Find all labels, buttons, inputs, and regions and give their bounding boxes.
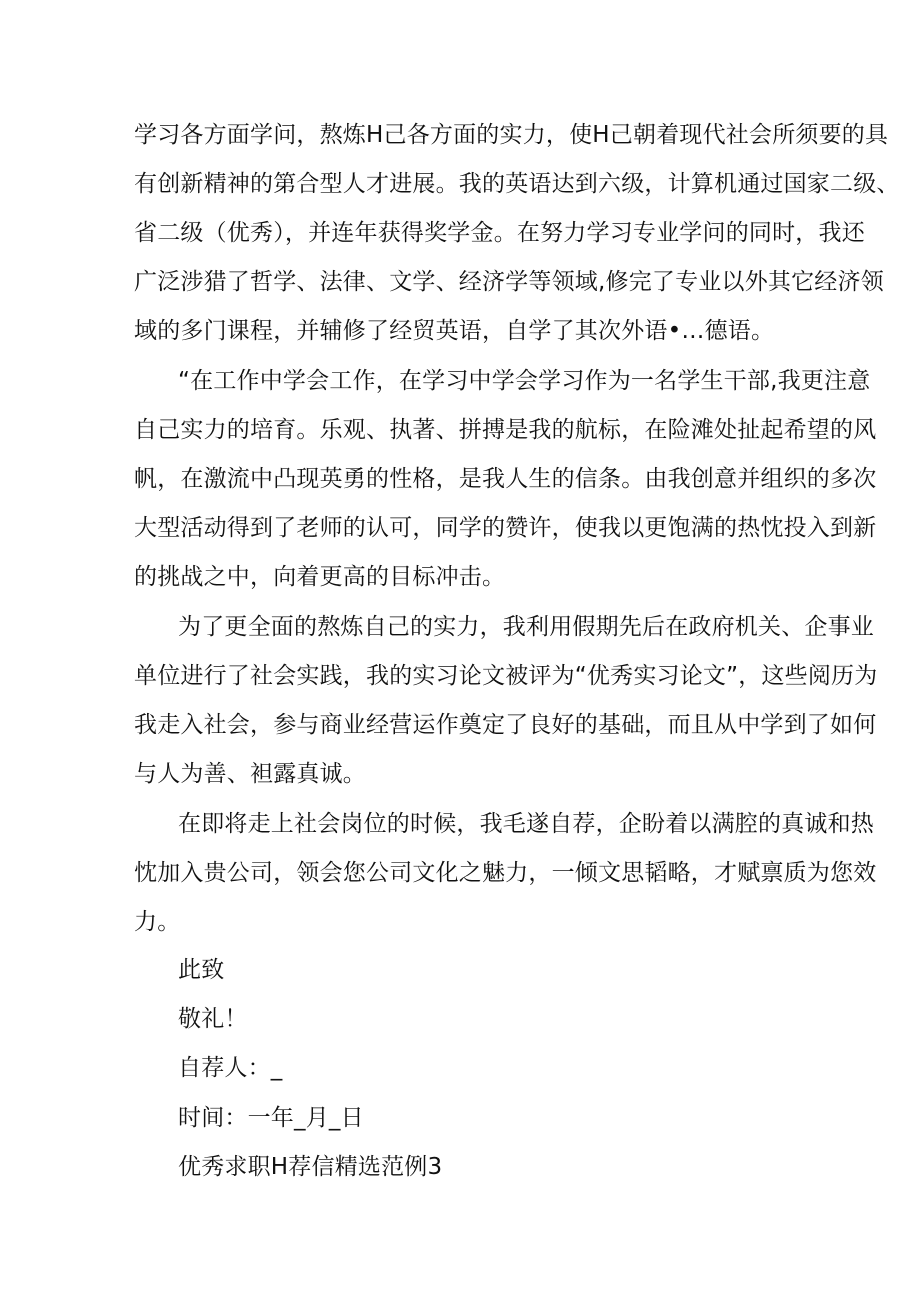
paragraph-1-line-5: 域的多门课程，并辅修了经贸英语，自学了其次外语•…德语。 <box>134 318 775 344</box>
paragraph-2-line-5: 的挑战之中，向着更高的目标冲击。 <box>134 564 506 590</box>
paragraph-1-line-4: 广泛涉猎了哲学、法律、文学、经济学等领域,修完了专业以外其它经济领 <box>134 269 884 295</box>
date-line: 时间：一年_月_日 <box>178 1105 364 1131</box>
next-section-title: 优秀求职H荐信精选范例3 <box>178 1154 443 1180</box>
signature-line: 自荐人：_ <box>178 1055 283 1081</box>
paragraph-4-line-1: 在即将走上社会岗位的时候，我毛遂自荐，企盼着以满腔的真诚和热 <box>178 811 874 837</box>
closing-salutation: 此致 <box>178 957 225 983</box>
paragraph-3-line-4: 与人为善、袒露真诚。 <box>134 761 366 787</box>
paragraph-1-line-3: 省二级（优秀），并连年获得奖学金。在努力学习专业学问的同时，我还 <box>134 220 865 246</box>
paragraph-3-line-2: 单位进行了社会实践，我的实习论文被评为“优秀实习论文”，这些阅历为 <box>134 663 878 689</box>
paragraph-2-line-1: “在工作中学会工作，在学习中学会学习作为一名学生干部,我更注意 <box>178 368 871 394</box>
paragraph-3-line-1: 为了更全面的熬炼自己的实力，我利用假期先后在政府机关、企事业 <box>178 614 874 640</box>
paragraph-2-line-2: 自己实力的培育。乐观、执著、拼搏是我的航标，在险滩处扯起希望的风 <box>134 417 877 443</box>
paragraph-2-line-4: 大型活动得到了老师的认可，同学的赞许，使我以更饱满的热忱投入到新 <box>134 515 877 541</box>
paragraph-1-line-1: 学习各方面学问，熬炼H己各方面的实力，使H己朝着现代社会所须要的具 <box>134 122 889 148</box>
paragraph-2-line-3: 帆，在激流中凸现英勇的性格，是我人生的信条。由我创意并组织的多次 <box>134 466 877 492</box>
paragraph-4-line-3: 力。 <box>134 909 181 935</box>
paragraph-4-line-2: 忱加入贵公司，领会您公司文化之魅力，一倾文思韬略，才赋禀质为您效 <box>134 860 877 886</box>
paragraph-1-line-2: 有创新精神的第合型人才进展。我的英语达到六级，计算机通过国家二级、 <box>134 171 900 197</box>
paragraph-3-line-3: 我走入社会，参与商业经营运作奠定了良好的基础，而且从中学到了如何 <box>134 712 877 738</box>
closing-regards: 敬礼！ <box>178 1006 248 1032</box>
